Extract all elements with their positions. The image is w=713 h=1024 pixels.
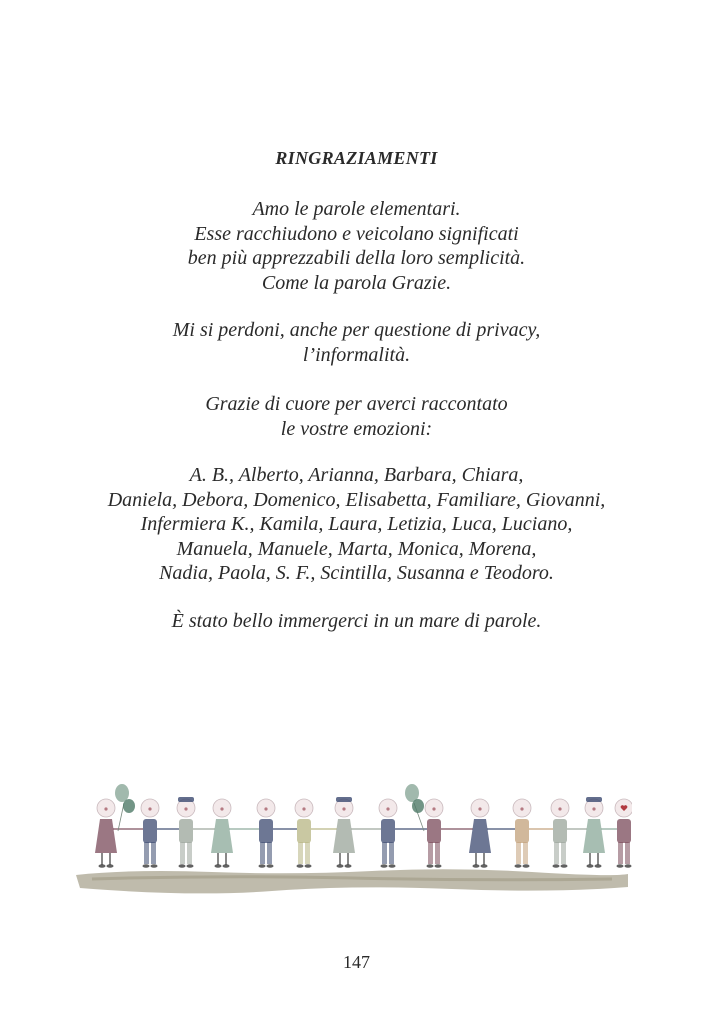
child-mouth	[104, 807, 107, 810]
paragraph-3	[0, 392, 713, 441]
text-line: l’informalità.	[302, 343, 411, 366]
child-mouth	[148, 807, 151, 810]
child-leg	[267, 842, 272, 864]
child-dress	[583, 819, 605, 853]
child-dress	[211, 819, 233, 853]
child-shoe	[553, 864, 560, 868]
child-leg	[260, 842, 265, 864]
text-line: Daniela, Debora, Domenico, Elisabetta, Familiare, Giovanni,	[107, 488, 606, 511]
child-leg	[554, 842, 559, 864]
text-line: Manuela, Manuele, Marta, Monica, Morena,	[176, 537, 537, 560]
child-shoe	[427, 864, 434, 868]
text-line: A. B., Alberto, Arianna, Barbara, Chiara,	[189, 464, 524, 486]
child-cap	[586, 797, 602, 802]
child-leg	[187, 842, 192, 864]
paragraph-2	[0, 318, 713, 367]
child-leg	[298, 842, 303, 864]
child-mouth	[302, 807, 305, 810]
children-illustration	[72, 775, 632, 905]
text-line: ben più apprezzabili della loro semplicità.	[187, 247, 526, 269]
child-mouth	[558, 807, 561, 810]
child-jacket	[381, 819, 395, 843]
text-line: Grazie di cuore per averci raccontato	[205, 393, 508, 415]
child-jacket	[617, 819, 631, 843]
child-shoe	[143, 864, 150, 868]
text-line: le vostre emozioni:	[280, 417, 433, 440]
child-shoe	[625, 864, 632, 868]
ground-strip	[76, 869, 628, 893]
child-mouth	[592, 807, 595, 810]
text-line: Infermiera K., Kamila, Laura, Letizia, Luca, Luciano,	[140, 513, 573, 535]
child-mouth	[478, 807, 481, 810]
child-leg	[389, 842, 394, 864]
child-jacket	[259, 819, 273, 843]
child-shoe	[381, 864, 388, 868]
child-leg	[618, 842, 623, 864]
child-mouth	[520, 807, 523, 810]
child-shoe	[435, 864, 442, 868]
child-leg	[428, 842, 433, 864]
child-shoe	[259, 864, 266, 868]
child-mouth	[184, 807, 187, 810]
balloon-icon	[115, 784, 129, 802]
child-jacket	[427, 819, 441, 843]
child-leg	[625, 842, 630, 864]
child-cap	[336, 797, 352, 802]
child-shoe	[99, 864, 106, 868]
child-jacket	[297, 819, 311, 843]
child-shoe	[187, 864, 194, 868]
child-mouth	[220, 807, 223, 810]
child-leg	[382, 842, 387, 864]
children-illustration-svg	[72, 775, 632, 905]
text-line: Amo le parole elementari.	[252, 198, 461, 220]
text-line: Esse racchiudono e veicolano significati	[194, 222, 519, 245]
child-dress	[95, 819, 117, 853]
child-mouth	[386, 807, 389, 810]
child-shoe	[107, 864, 114, 868]
text-line: Nadia, Paola, S. F., Scintilla, Susanna e Teodoro.	[159, 562, 554, 584]
child-leg	[561, 842, 566, 864]
text-line: È stato bello immergerci in un mare di parole.	[171, 610, 542, 632]
child-shoe	[523, 864, 530, 868]
child-shoe	[473, 864, 480, 868]
child-shoe	[345, 864, 352, 868]
page-number: 147	[343, 952, 370, 972]
child-dress	[469, 819, 491, 853]
child-shoe	[481, 864, 488, 868]
balloon-icon	[123, 799, 135, 813]
paragraph-closing	[0, 609, 713, 634]
child-shoe	[617, 864, 624, 868]
child-shoe	[305, 864, 312, 868]
child-mouth	[342, 807, 345, 810]
child-leg	[523, 842, 528, 864]
paragraph-names	[0, 463, 713, 586]
child-shoe	[267, 864, 274, 868]
child-shoe	[389, 864, 396, 868]
text-line: Mi si perdoni, anche per questione di privacy,	[172, 319, 541, 341]
page-title: RINGRAZIAMENTI	[275, 148, 438, 168]
child-leg	[151, 842, 156, 864]
child-shoe	[215, 864, 222, 868]
child-shoe	[337, 864, 344, 868]
child-shoe	[223, 864, 230, 868]
child-leg	[180, 842, 185, 864]
child-cap	[178, 797, 194, 802]
child-shoe	[595, 864, 602, 868]
child-shoe	[297, 864, 304, 868]
paragraph-1	[0, 197, 713, 295]
child-shoe	[179, 864, 186, 868]
child-jacket	[179, 819, 193, 843]
child-shoe	[587, 864, 594, 868]
child-leg	[516, 842, 521, 864]
balloon-icon	[412, 799, 424, 813]
child-dress	[333, 819, 355, 853]
text-line: Come la parola Grazie.	[261, 271, 452, 294]
child-leg	[305, 842, 310, 864]
child-shoe	[151, 864, 158, 868]
child-shoe	[515, 864, 522, 868]
child-mouth	[432, 807, 435, 810]
child-jacket	[515, 819, 529, 843]
child-leg	[435, 842, 440, 864]
child-mouth	[264, 807, 267, 810]
child-leg	[144, 842, 149, 864]
child-jacket	[553, 819, 567, 843]
child-jacket	[143, 819, 157, 843]
child-shoe	[561, 864, 568, 868]
